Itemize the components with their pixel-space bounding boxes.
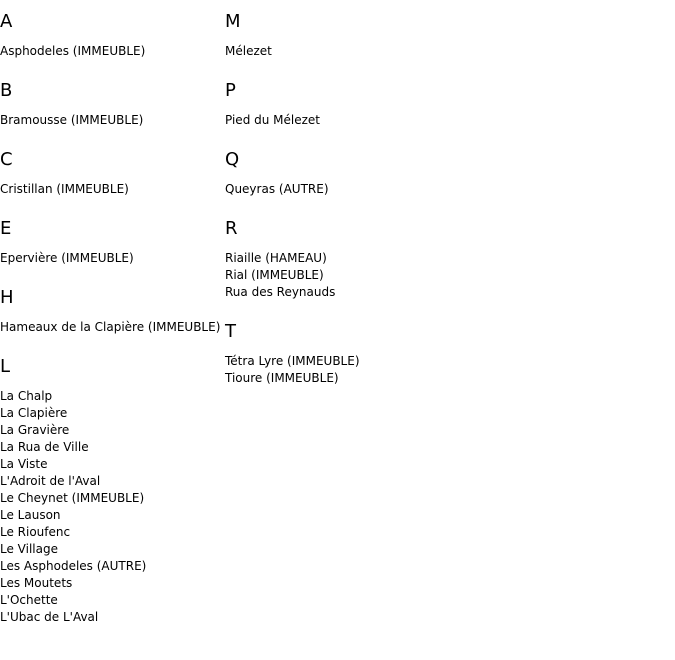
place-list xyxy=(225,353,625,387)
place-item[interactable]: L'Adroit de l'Aval xyxy=(0,474,101,488)
place-item[interactable]: Tétra Lyre (IMMEUBLE) xyxy=(225,354,360,368)
place-item[interactable]: Le Rioufenc xyxy=(0,525,71,539)
letter-heading: C xyxy=(0,149,13,170)
letter-heading: E xyxy=(0,218,12,239)
place-list xyxy=(225,43,625,60)
letter-heading: T xyxy=(225,321,236,342)
letter-section-r xyxy=(225,218,625,301)
place-list xyxy=(225,112,625,129)
place-item[interactable]: Le Cheynet (IMMEUBLE) xyxy=(0,491,145,505)
letter-heading: L xyxy=(0,356,11,377)
place-item[interactable]: Queyras (AUTRE) xyxy=(225,182,329,196)
letter-heading: B xyxy=(0,80,13,101)
letter-section-a xyxy=(0,11,224,60)
place-item[interactable]: Asphodeles (IMMEUBLE) xyxy=(0,44,146,58)
letter-section-q xyxy=(225,149,625,198)
letter-section-p xyxy=(225,80,625,129)
place-item[interactable]: Bramousse (IMMEUBLE) xyxy=(0,113,144,127)
letter-section-l xyxy=(0,356,224,626)
letter-heading: M xyxy=(225,11,241,32)
place-item[interactable]: Pied du Mélezet xyxy=(225,113,320,127)
letter-section-c xyxy=(0,149,224,198)
place-item[interactable]: Rial (IMMEUBLE) xyxy=(225,268,324,282)
place-list xyxy=(0,43,224,60)
index-column-right xyxy=(225,0,625,407)
index-column-left xyxy=(0,0,224,646)
place-item[interactable]: L'Ochette xyxy=(0,593,58,607)
place-item[interactable]: L'Ubac de L'Aval xyxy=(0,610,99,624)
place-item[interactable]: Tioure (IMMEUBLE) xyxy=(225,371,339,385)
place-item[interactable]: La Rua de Ville xyxy=(0,440,89,454)
place-item[interactable]: Les Asphodeles (AUTRE) xyxy=(0,559,147,573)
place-item[interactable]: Rua des Reynauds xyxy=(225,285,336,299)
place-item[interactable]: Mélezet xyxy=(225,44,272,58)
letter-heading: A xyxy=(0,11,13,32)
letter-section-t xyxy=(225,321,625,387)
letter-section-m xyxy=(225,11,625,60)
place-list xyxy=(0,250,224,267)
place-item[interactable]: Epervière (IMMEUBLE) xyxy=(0,251,134,265)
place-item[interactable]: Cristillan (IMMEUBLE) xyxy=(0,182,129,196)
place-item[interactable]: Le Lauson xyxy=(0,508,61,522)
place-item[interactable]: La Gravière xyxy=(0,423,70,437)
letter-heading: P xyxy=(225,80,236,101)
letter-heading: Q xyxy=(225,149,240,170)
place-item[interactable]: La Viste xyxy=(0,457,48,471)
place-list xyxy=(225,250,625,301)
place-list xyxy=(0,388,224,626)
place-list xyxy=(225,181,625,198)
letter-section-e xyxy=(0,218,224,267)
place-item[interactable]: La Clapière xyxy=(0,406,68,420)
letter-heading: H xyxy=(0,287,14,308)
place-item[interactable]: Le Village xyxy=(0,542,58,556)
letter-section-h xyxy=(0,287,224,336)
place-item[interactable]: Les Moutets xyxy=(0,576,73,590)
place-item[interactable]: Riaille (HAMEAU) xyxy=(225,251,327,265)
letter-section-b xyxy=(0,80,224,129)
place-list xyxy=(0,181,224,198)
place-item[interactable]: Hameaux de la Clapière (IMMEUBLE) xyxy=(0,320,221,334)
letter-heading: R xyxy=(225,218,238,239)
place-item[interactable]: La Chalp xyxy=(0,389,53,403)
place-list xyxy=(0,319,224,336)
place-list xyxy=(0,112,224,129)
